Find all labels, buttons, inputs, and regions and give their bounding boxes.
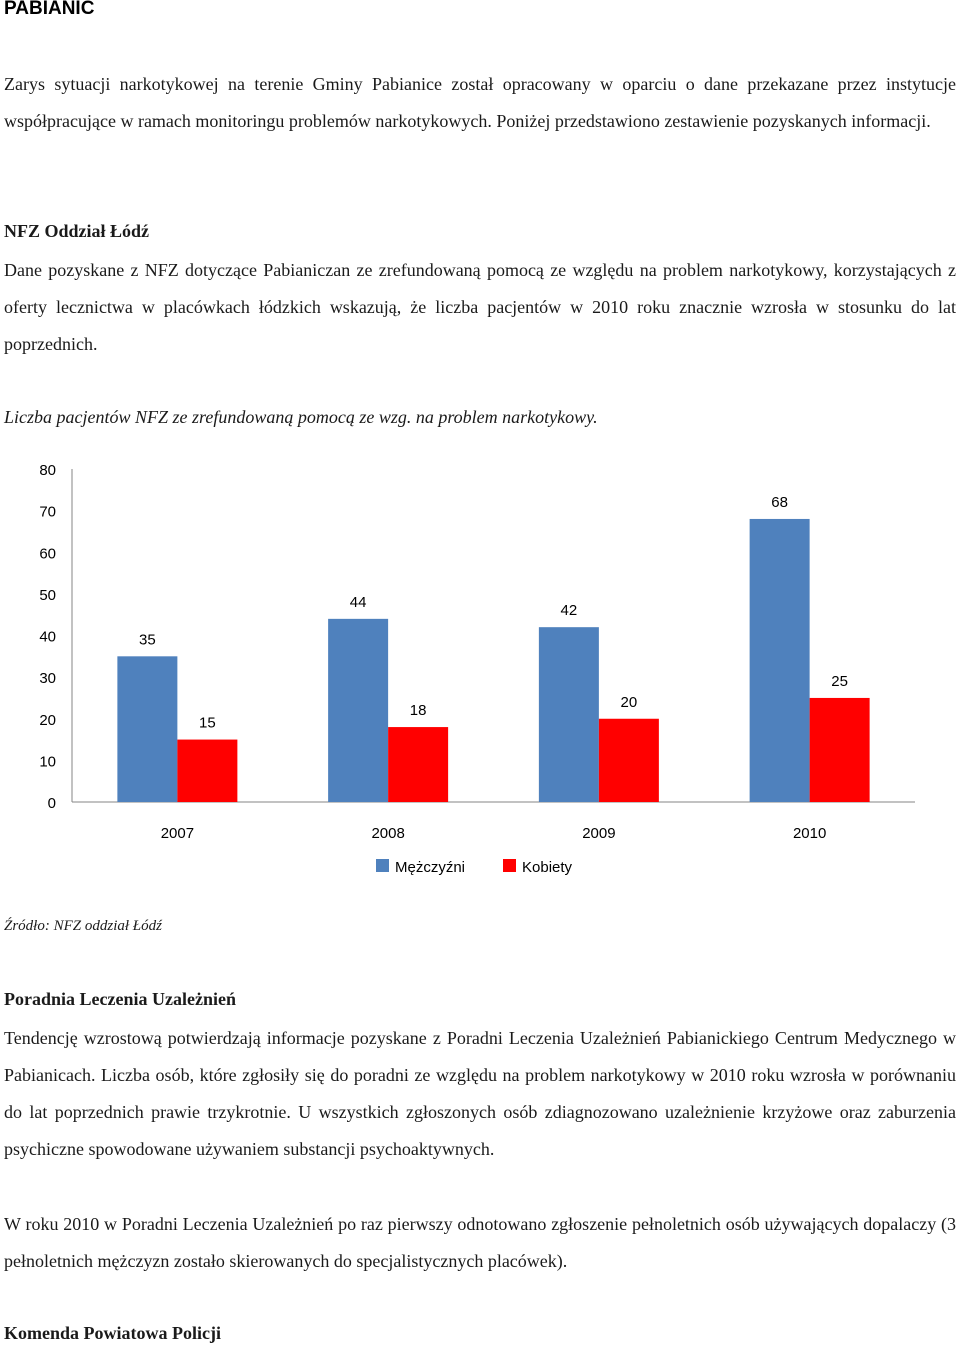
bar-Mężczyźni-2007: [117, 656, 177, 802]
bar-chart: [10, 448, 960, 908]
legend-label: Kobiety: [522, 859, 573, 876]
bar-Mężczyźni-2008: [328, 619, 388, 802]
chart-caption: Liczba pacjentów NFZ ze zrefundowaną pomocą ze wzg. na problem narkotykowy.: [4, 407, 598, 427]
data-label: 42: [560, 602, 578, 620]
bar-Kobiety-2008: [388, 727, 448, 802]
section-heading-policja: Komenda Powiatowa Policji: [4, 1323, 221, 1343]
y-tick-label: 70: [39, 503, 56, 521]
y-tick-label: 40: [39, 628, 56, 646]
y-tick-label: 20: [39, 711, 56, 729]
y-tick-label: 10: [39, 753, 56, 771]
x-tick-label: 2007: [160, 825, 195, 842]
bar-Kobiety-2007: [177, 740, 237, 802]
legend-label: Mężczyźni: [395, 859, 466, 876]
legend-swatch-Kobiety: [503, 859, 516, 872]
data-label: 68: [771, 493, 788, 511]
data-label: 35: [139, 631, 156, 649]
section-heading-nfz: NFZ Oddział Łódź: [4, 221, 150, 241]
bar-Kobiety-2010: [810, 698, 870, 802]
poradnia-paragraph-1: Tendencję wzrostową potwierdzają informacje pozyskane z Poradni Leczenia Uzależnień Pabianickiego Centrum Medycznego w Pabianicach. Liczba osób, które zgłosiły się do poradni ze względu na problem narkotykowy w 2010 roku wzrosła w porównaniu do lat poprzednich prawie trzykrotnie. U wszystkich zgłoszonych osób zdiagnozowano uzależnienie krzyżowe oraz zaburzenia psychiczne spowodowane używaniem substancji psychoaktywnych.: [4, 1028, 956, 1159]
page-title: PABIANIC: [4, 0, 95, 19]
x-tick-label: 2008: [371, 825, 405, 842]
data-label: 25: [831, 672, 848, 690]
chart-source: Źródło: NFZ oddział Łódź: [4, 918, 162, 934]
intro-paragraph: Zarys sytuacji narkotykowej na terenie Gminy Pabianice został opracowany w oparciu o dane przekazane przez instytucje współpracujące w ramach monitoringu problemów narkotykowych. Poniżej przedstawiono zestawienie pozyskanych informacji.: [4, 74, 956, 131]
y-tick-label: 80: [39, 462, 56, 479]
y-tick-label: 30: [39, 670, 56, 688]
data-label: 20: [620, 693, 638, 711]
y-tick-label: 50: [39, 586, 56, 604]
nfz-paragraph: Dane pozyskane z NFZ dotyczące Pabianiczan ze zrefundowaną pomocą ze względu na problem narkotykowy, korzystających z oferty lecznictwa w placówkach łódzkich wskazują, że liczba pacjentów w 2010 roku znacznie wzrosła w stosunku do lat poprzednich.: [4, 260, 956, 354]
bar-Mężczyźni-2010: [750, 519, 810, 802]
section-heading-poradnia: Poradnia Leczenia Uzależnień: [4, 989, 236, 1009]
data-label: 44: [349, 593, 367, 611]
data-label: 15: [199, 714, 216, 732]
bar-Kobiety-2009: [599, 719, 659, 802]
x-tick-label: 2009: [582, 825, 616, 842]
x-tick-label: 2010: [792, 825, 827, 842]
y-tick-label: 0: [47, 795, 56, 812]
poradnia-paragraph-2: W roku 2010 w Poradni Leczenia Uzależnień po raz pierwszy odnotowano zgłoszenie pełnoletnich osób używających dopalaczy (3 pełnoletnich mężczyzn zostało skierowanych do specjalistycznych placówek).: [4, 1214, 956, 1271]
y-tick-label: 60: [39, 545, 56, 563]
legend-swatch-Mężczyźni: [376, 859, 389, 872]
data-label: 18: [409, 702, 427, 720]
bar-Mężczyźni-2009: [539, 627, 599, 802]
chart-container: [10, 448, 960, 908]
